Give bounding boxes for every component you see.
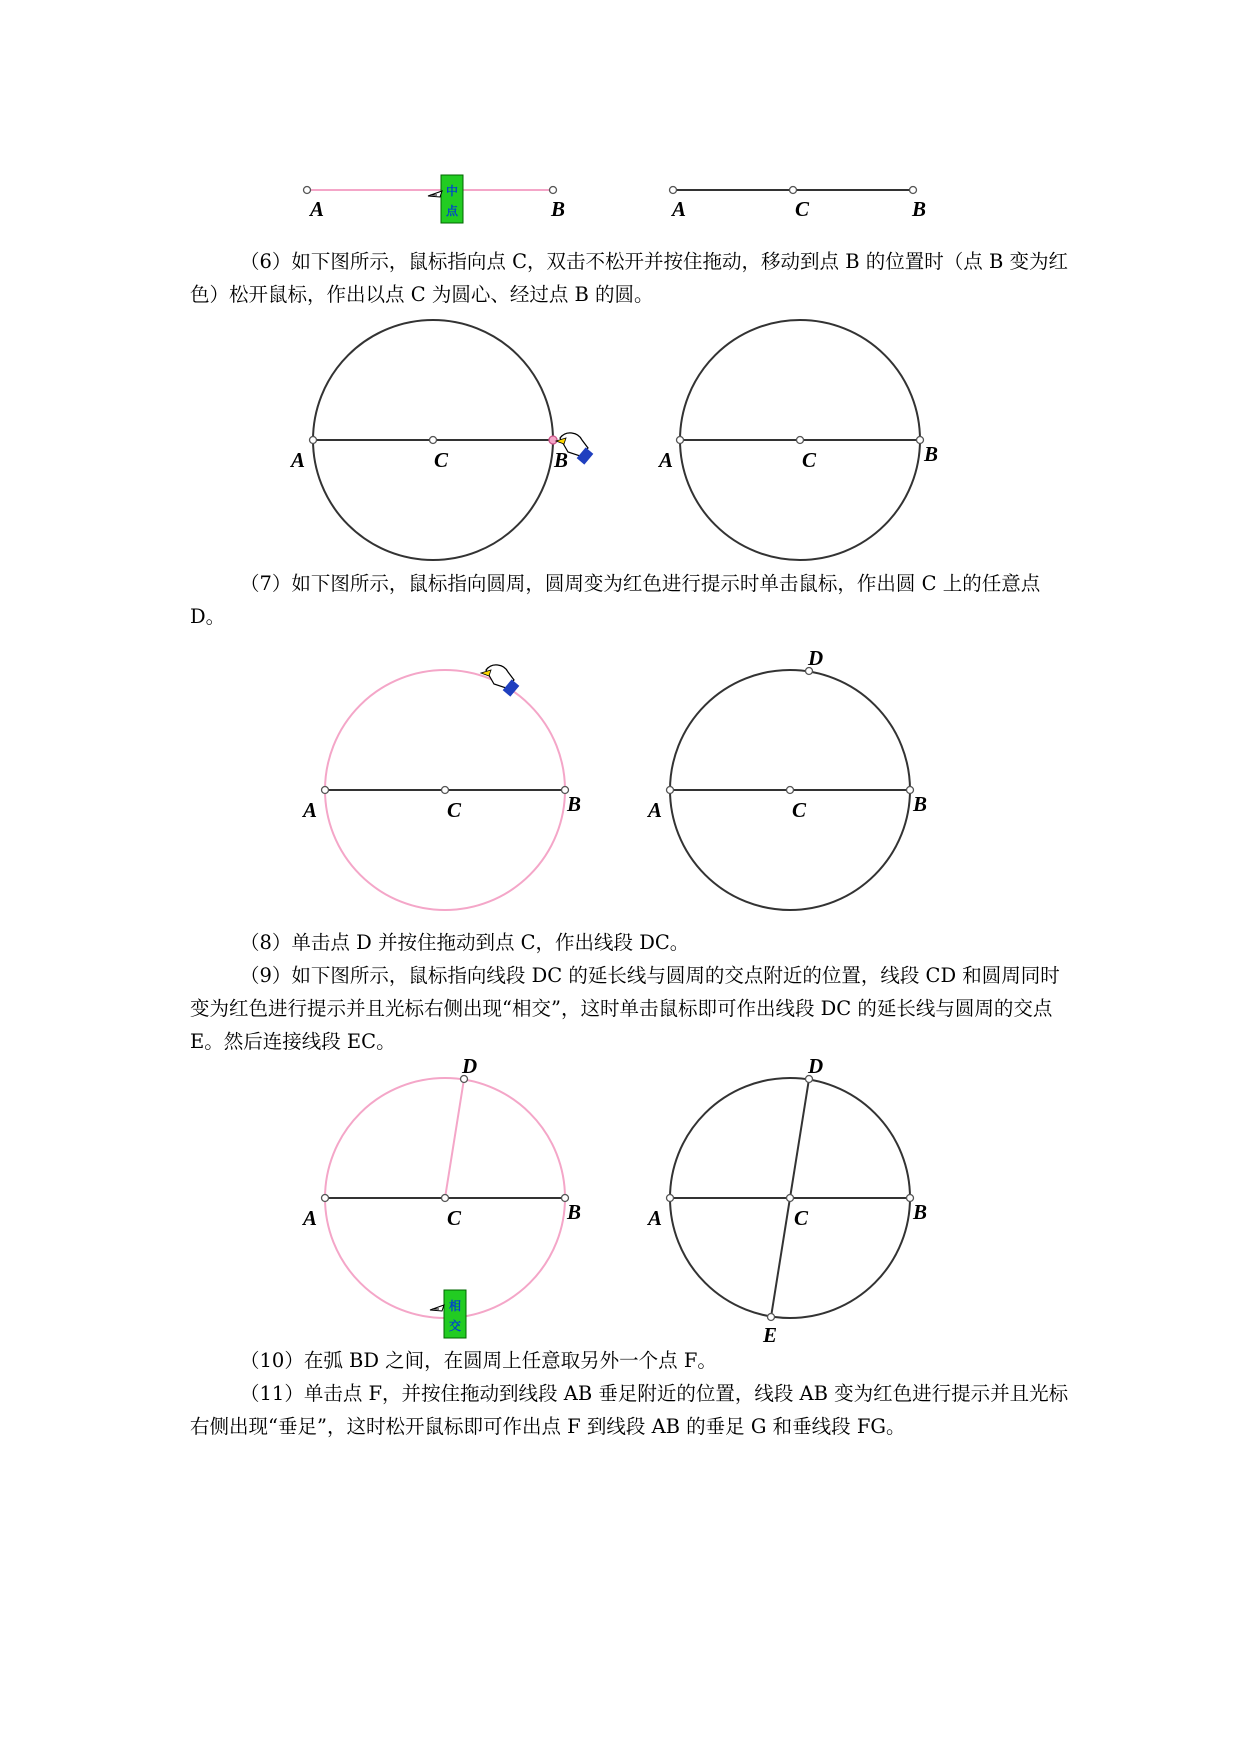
label-d: D — [808, 1054, 824, 1078]
label-d: D — [462, 1054, 478, 1078]
paragraph-step-11: （11）单击点 F，并按住拖动到线段 AB 垂足附近的位置，线段 AB 变为红色进行提示并且光标右侧出现“垂足”，这时松开鼠标即可作出点 F 到线段 AB 的垂足 G 和垂线段 FG。 — [190, 1382, 1069, 1438]
paragraph-step-7: （7）如下图所示，鼠标指向圆周，圆周变为红色进行提示时单击鼠标，作出圆 C 上的任意点 D。 — [190, 572, 1041, 628]
pen-cursor-icon — [430, 1305, 444, 1311]
point-c — [442, 1195, 449, 1202]
label-b: B — [912, 197, 927, 221]
circle-with-e — [646, 1054, 927, 1347]
point-e — [768, 1314, 775, 1321]
label-c: C — [802, 448, 817, 472]
intersect-badge-char1: 相 — [448, 1299, 462, 1313]
label-b: B — [567, 792, 582, 816]
paragraph-step-10: （10）在弧 BD 之间，在圆周上任意取另外一个点 F。 — [240, 1349, 717, 1372]
label-a: A — [303, 798, 318, 822]
label-c: C — [795, 197, 810, 221]
label-d: D — [808, 646, 824, 670]
point-c — [787, 1195, 794, 1202]
label-c: C — [447, 798, 462, 822]
midpoint-badge-char2: 点 — [445, 204, 459, 218]
point-a — [667, 1195, 674, 1202]
label-c: C — [792, 798, 807, 822]
intersect-badge-char2: 交 — [448, 1319, 462, 1333]
label-c: C — [434, 448, 449, 472]
circle-intersect-highlighted — [301, 1054, 581, 1338]
label-a: A — [648, 798, 663, 822]
label-a: A — [310, 197, 325, 221]
label-b: B — [551, 197, 566, 221]
label-c: C — [447, 1206, 462, 1230]
label-b: B — [913, 792, 928, 816]
paragraph-step-6: （6）如下图所示，鼠标指向点 C，双击不松开并按住拖动，移动到点 B 的位置时（点 B 变为红色）松开鼠标，作出以点 C 为圆心、经过点 B 的圆。 — [190, 250, 1068, 306]
label-a: A — [303, 1206, 318, 1230]
label-b: B — [924, 442, 939, 466]
label-a: A — [672, 197, 687, 221]
paragraph-step-9: （9）如下图所示，鼠标指向线段 DC 的延长线与圆周的交点附近的位置，线段 CD 和圆周同时变为红色进行提示并且光标右侧出现“相交”，这时单击鼠标即可作出线段 DC 的延长线与圆周的交点 E。然后连接线段 EC。 — [190, 964, 1060, 1053]
label-b: B — [554, 448, 569, 472]
paragraph-step-8: （8）单击点 D 并按住拖动到点 C，作出线段 DC。 — [240, 931, 690, 954]
label-a: A — [659, 448, 674, 472]
label-a: A — [648, 1206, 663, 1230]
point-a — [322, 1195, 329, 1202]
label-e: E — [763, 1323, 778, 1347]
label-b: B — [567, 1200, 582, 1224]
label-a: A — [291, 448, 306, 472]
label-b: B — [913, 1200, 928, 1224]
midpoint-badge-char1: 中 — [445, 184, 459, 198]
label-c: C — [794, 1206, 809, 1230]
